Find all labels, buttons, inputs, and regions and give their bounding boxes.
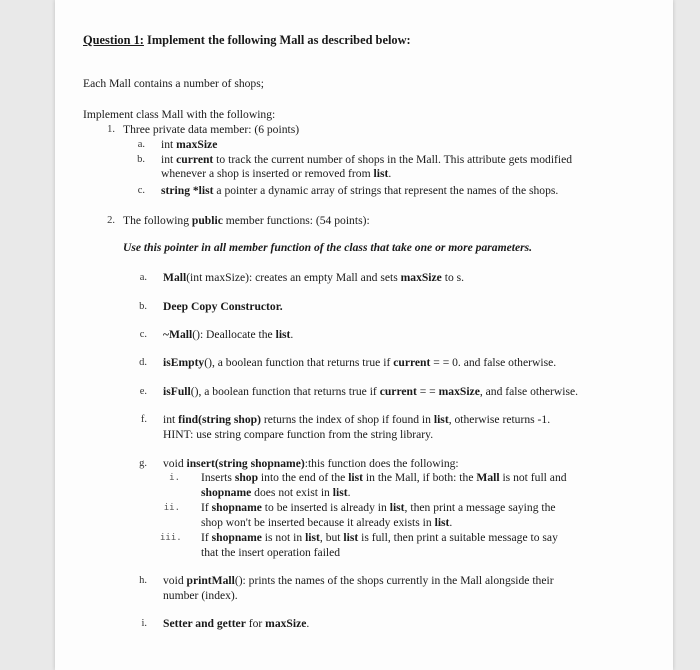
instruction-note: Use this pointer in all member function of the class that take one or more parameters. (123, 241, 533, 254)
list1-text: Three private data member: (6 points) (123, 123, 300, 136)
list-marker: f. (140, 414, 147, 425)
list-item-continued: whenever a shop is inserted or removed from list. (161, 167, 392, 180)
document-page (55, 0, 673, 670)
list-marker: ii. (163, 503, 180, 513)
list-marker: c. (137, 185, 145, 196)
list-marker: g. (139, 458, 147, 469)
function-item-continued: number (index). (163, 589, 238, 602)
list-marker: b. (137, 154, 145, 165)
list-marker: 2. (107, 215, 115, 226)
list-marker: a. (137, 139, 145, 150)
list-marker: a. (139, 272, 147, 283)
list-item: string *list a pointer a dynamic array of strings that represent the names of the shops. (161, 184, 559, 197)
function-item-continued: HINT: use string compare function from the string library. (163, 428, 434, 441)
list-marker: iii. (160, 533, 182, 543)
implement-line: Implement class Mall with the following: (83, 108, 276, 121)
list-marker: i. (141, 618, 147, 629)
list-marker: b. (139, 301, 147, 312)
step-item: If shopname is not in list, but list is full, then print a suitable message to say (201, 531, 558, 544)
list-marker: c. (139, 329, 147, 340)
list-marker: i. (169, 473, 180, 483)
list-marker: e. (139, 386, 147, 397)
function-item: Setter and getter for maxSize. (163, 617, 310, 630)
step-item-continued: shop won't be inserted because it already exists in list. (201, 516, 453, 529)
list-item: int current to track the current number of shops in the Mall. This attribute gets modified (161, 153, 573, 166)
function-item: isFull(), a boolean function that returns true if current = = maxSize, and false otherwise. (163, 385, 579, 398)
step-item-continued: that the insert operation failed (201, 546, 341, 559)
function-item: ~Mall(): Deallocate the list. (163, 328, 294, 341)
list-marker: d. (139, 357, 147, 368)
question-title: Question 1: Implement the following Mall as described below: (83, 33, 411, 47)
function-item: Deep Copy Constructor. (163, 300, 283, 313)
function-item: void printMall(): prints the names of the shops currently in the Mall alongside their (163, 574, 554, 587)
function-item: isEmpty(), a boolean function that returns true if current = = 0. and false otherwise. (163, 356, 557, 369)
list2-text: The following public member functions: (54 points): (123, 214, 370, 227)
list-item: int maxSize (161, 138, 218, 151)
function-item: int find(string shop) returns the index of shop if found in list, otherwise returns -1. (163, 413, 551, 426)
step-item: If shopname to be inserted is already in list, then print a message saying the (201, 501, 556, 514)
step-item: Inserts shop into the end of the list in the Mall, if both: the Mall is not full and (201, 471, 567, 484)
function-item: Mall(int maxSize): creates an empty Mall and sets maxSize to s. (163, 271, 465, 284)
list-marker: 1. (107, 124, 115, 135)
list-marker: h. (139, 575, 147, 586)
function-item: void insert(string shopname):this function does the following: (163, 457, 459, 470)
step-item-continued: shopname does not exist in list. (201, 486, 351, 499)
intro-text: Each Mall contains a number of shops; (83, 77, 264, 90)
